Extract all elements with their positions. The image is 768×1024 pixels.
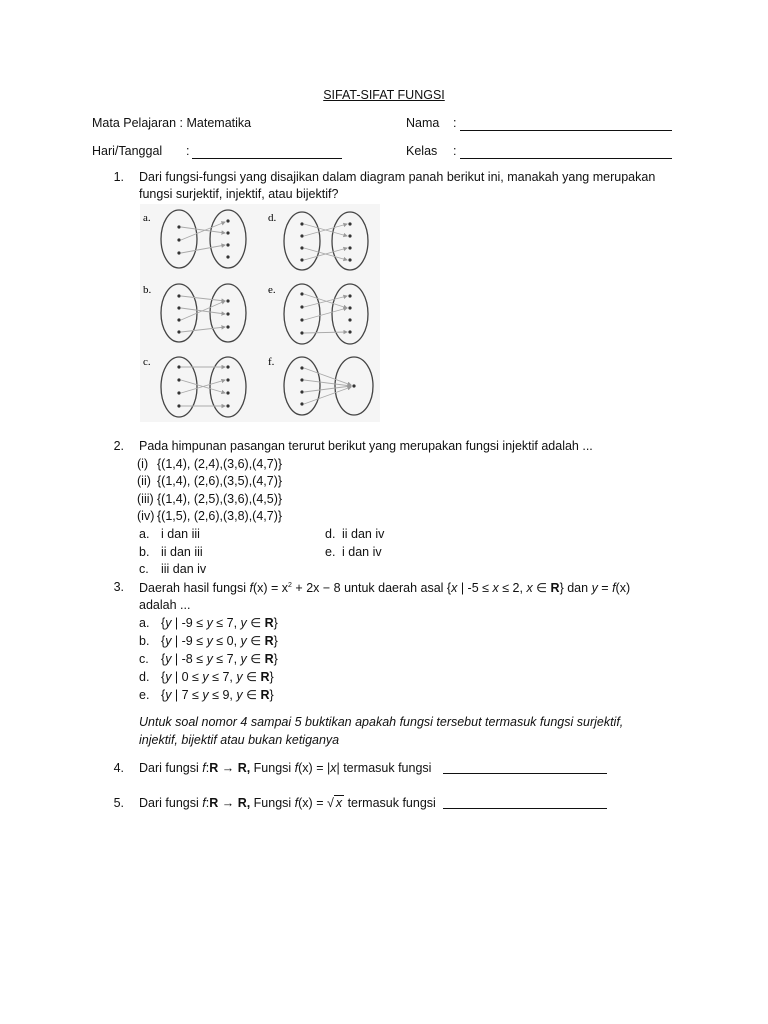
q2-option-c[interactable] xyxy=(139,562,206,576)
option-label: d. xyxy=(325,527,336,541)
q2-set-value: {(1,4), (2,4),(3,6),(4,7)} xyxy=(157,457,283,471)
diagram-label-e: e. xyxy=(268,284,276,296)
name-label: Nama xyxy=(406,116,440,130)
q3-option-a[interactable]: a. {y | -9 ≤ y ≤ 7, y ∈ R} xyxy=(139,616,278,630)
class-field[interactable] xyxy=(460,146,672,159)
q3-text-line1: Daerah hasil fungsi $f(x) = x^2 + 2x - 8$ untuk daerah asal {x | -5 ≤ x ≤ 2, x ∈ R} dan y = f(x) xyxy=(139,581,631,595)
instruction-note-line2: injektif, bijektif atau bukan ketiganya xyxy=(139,733,340,747)
diagram-label-d: d. xyxy=(268,212,277,224)
diagram-label-f: f. xyxy=(268,356,275,368)
q1-text-line1: Dari fungsi-fungsi yang disajikan dalam diagram panah berikut ini, manakah yang merupakan xyxy=(139,170,656,184)
option-text: iii dan iv xyxy=(161,562,207,576)
q2-option-d[interactable] xyxy=(325,527,384,541)
q5-text: Dari fungsi f:R → R, Fungsi f(x) = √ x termasuk fungsi xyxy=(139,796,436,810)
class-colon: : xyxy=(453,144,457,158)
q4-number: 4. xyxy=(113,761,124,775)
diagram-label-a: a. xyxy=(143,212,151,224)
instruction-note-line1: Untuk soal nomor 4 sampai 5 buktikan apakah fungsi tersebut termasuk fungsi surjektif, xyxy=(139,715,624,729)
q2-set-label: (i) xyxy=(137,457,149,471)
q2-number: 2. xyxy=(113,439,124,453)
q2-option-a[interactable] xyxy=(139,527,200,541)
date-field[interactable] xyxy=(192,146,342,159)
q4-answer-field[interactable] xyxy=(443,761,607,774)
option-text: ii dan iii xyxy=(161,545,203,559)
q2-text: Pada himpunan pasangan terurut berikut yang merupakan fungsi injektif adalah ... xyxy=(139,439,593,453)
q1-number: 1. xyxy=(113,170,124,184)
q2-set-label: (ii) xyxy=(137,474,151,488)
date-colon: : xyxy=(186,144,190,158)
q3-text-line2: adalah ... xyxy=(139,598,191,612)
diagram-label-b: b. xyxy=(143,284,152,296)
option-text: i dan iv xyxy=(342,545,382,559)
q3-option-d[interactable]: d. {y | 0 ≤ y ≤ 7, y ∈ R} xyxy=(139,670,274,684)
q5-number: 5. xyxy=(113,796,124,810)
class-label: Kelas xyxy=(406,144,438,158)
q4-text: Dari fungsi f:R → R, Fungsi f(x) = |x| termasuk fungsi xyxy=(139,761,432,775)
q5-answer-field[interactable] xyxy=(443,796,607,809)
q2-option-e[interactable] xyxy=(325,545,382,559)
option-label: c. xyxy=(139,562,149,576)
page-title: SIFAT-SIFAT FUNGSI xyxy=(323,88,445,102)
option-text: ii dan iv xyxy=(342,527,385,541)
name-colon: : xyxy=(453,116,457,130)
q3-option-c[interactable]: c. {y | -8 ≤ y ≤ 7, y ∈ R} xyxy=(139,652,278,666)
sqrt-symbol: √ xyxy=(326,796,334,810)
option-text: i dan iii xyxy=(161,527,200,541)
q1-text-line2: fungsi surjektif, injektif, atau bijektif? xyxy=(139,187,339,201)
diagram-label-c: c. xyxy=(143,356,151,368)
name-field[interactable] xyxy=(460,118,672,131)
q2-set-value: {(1,4), (2,5),(3,6),(4,5)} xyxy=(157,492,283,506)
date-label: Hari/Tanggal xyxy=(92,144,163,158)
q2-set-label: (iii) xyxy=(137,492,154,506)
q2-set-label: (iv) xyxy=(137,509,155,523)
option-label: b. xyxy=(139,545,150,559)
option-label: e. xyxy=(325,545,336,559)
q2-set-value: {(1,4), (2,6),(3,5),(4,7)} xyxy=(157,474,283,488)
q2-set-value: {(1,5), (2,6),(3,8),(4,7)} xyxy=(157,509,283,523)
arrow-diagrams xyxy=(140,204,380,422)
q3-option-b[interactable]: b. {y | -9 ≤ y ≤ 0, y ∈ R} xyxy=(139,634,278,648)
option-label: a. xyxy=(139,527,150,541)
q3-number: 3. xyxy=(113,580,124,594)
q3-option-e[interactable]: e. {y | 7 ≤ y ≤ 9, y ∈ R} xyxy=(139,688,274,702)
subject-label: Mata Pelajaran : Matematika xyxy=(92,116,252,130)
q2-option-b[interactable] xyxy=(139,545,203,559)
